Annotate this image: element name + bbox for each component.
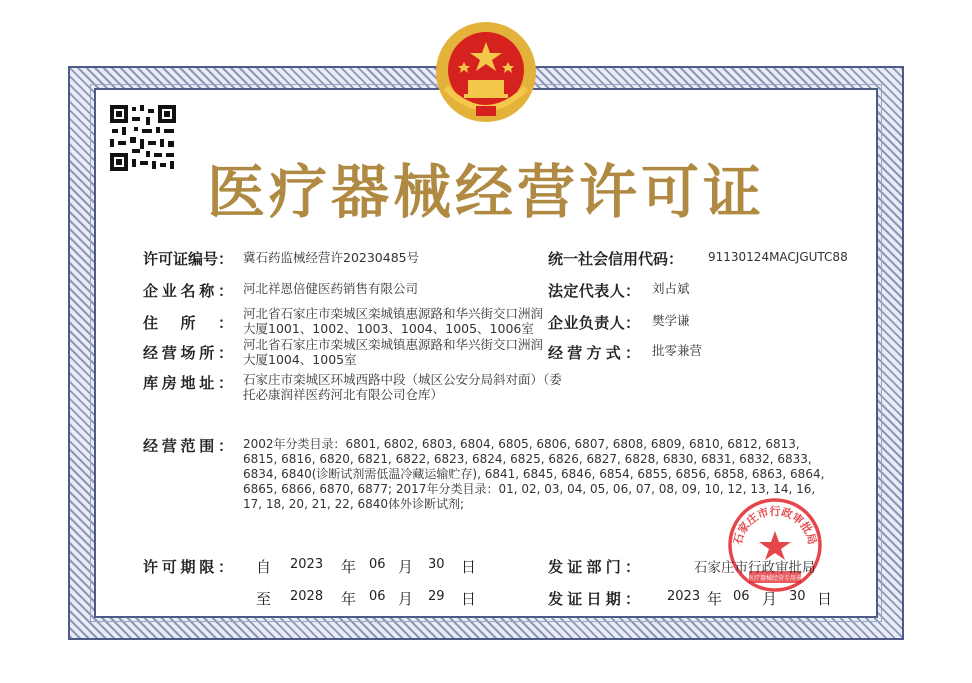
official-seal-icon: [727, 497, 823, 593]
certificate-title: 医疗器械经营许可证: [206, 158, 765, 226]
validity-to-word: 至: [256, 590, 272, 608]
validity-to-month: 06: [369, 589, 386, 604]
validity-to-day: 29: [428, 589, 445, 604]
company-label: 企业名称：: [143, 282, 233, 300]
validity-from-day: 30: [428, 557, 445, 572]
validity-from-month: 06: [369, 557, 386, 572]
validity-from-day-word: 日: [461, 558, 477, 576]
validity-label: 许可期限：: [143, 558, 233, 576]
license-no-value: 冀石药监械经营许20230485号: [243, 250, 420, 265]
validity-from-word: 自: [256, 558, 272, 576]
principal-value: 樊学谦: [652, 313, 690, 328]
domicile-label: 住所：: [143, 314, 233, 332]
svg-text:石家庄市行政审批局: 石家庄市行政审批局: [731, 504, 819, 546]
premises-value: 河北省石家庄市栾城区栾城镇惠源路和华兴街交口洲润大厦1004、1005室: [243, 337, 544, 367]
validity-to-year: 2028: [290, 589, 324, 604]
issuer-value: 石家庄市行政审批局: [694, 560, 816, 576]
warehouse-value: 石家庄市栾城区环城西路中段（城区公安分局斜对面）（委托必康润祥医药河北有限公司仓库）: [243, 372, 562, 402]
svg-text:医疗器械经营专用章: 医疗器械经营专用章: [747, 575, 803, 582]
validity-from-month-word: 月: [398, 558, 414, 576]
validity-to-year-word: 年: [341, 590, 357, 608]
legal-rep-value: 刘占斌: [652, 281, 690, 296]
validity-to-day-word: 日: [461, 590, 477, 608]
mode-value: 批零兼营: [652, 343, 703, 358]
issue-date-day: 30: [789, 589, 806, 604]
scope-value: 2002年分类目录：6801, 6802, 6803, 6804, 6805, 6806, 6807, 6808, 6809, 6810, 6812, 6813, 6815, 6816, 6820, 6821, 6822, 6823, 6824, 6825, 6826, 6827, 6828, 6830, 6831, 6832, 6833, 6834, 6840(诊断试剂需低温冷藏运输贮存), 6841, 6845, 6846, 6854, 6855, 6856, 6858, 6863, 6864, 6865, 6866, 6870, 6877; 2017年分类目录：01, 02, 03, 04, 05, 06, 07, 08, 09, 10, 12, 13, 14, 16, 17, 18, 20, 21, 22, 6840体外诊断试剂;: [243, 437, 825, 511]
issue-date-month: 06: [733, 589, 750, 604]
premises-label: 经营场所：: [143, 344, 233, 362]
issuer-label: 发证部门：: [548, 558, 640, 576]
warehouse-label: 库房地址：: [143, 374, 233, 392]
issue-date-label: 发证日期：: [548, 590, 640, 608]
validity-to-month-word: 月: [398, 590, 414, 608]
issue-date-year-word: 年: [707, 590, 723, 608]
issue-date-month-word: 月: [762, 590, 778, 608]
scope-label: 经营范围：: [143, 437, 233, 455]
principal-label: 企业负责人：: [548, 314, 640, 332]
legal-rep-label: 法定代表人：: [548, 282, 640, 300]
validity-from-year-word: 年: [341, 558, 357, 576]
issue-date-day-word: 日: [817, 590, 833, 608]
company-value: 河北祥恩倍健医药销售有限公司: [243, 281, 419, 296]
credit-code-label: 统一社会信用代码：: [548, 250, 684, 268]
mode-label: 经营方式：: [548, 344, 640, 362]
license-no-label: 许可证编号：: [143, 250, 234, 268]
issue-date-year: 2023: [667, 589, 701, 604]
validity-from-year: 2023: [290, 557, 324, 572]
national-emblem-icon: [432, 18, 540, 126]
domicile-value: 河北省石家庄市栾城区栾城镇惠源路和华兴街交口洲润大厦1001、1002、1003、1004、1005、1006室: [243, 306, 544, 336]
credit-code-value: 91130124MACJGUTC88: [708, 250, 848, 264]
